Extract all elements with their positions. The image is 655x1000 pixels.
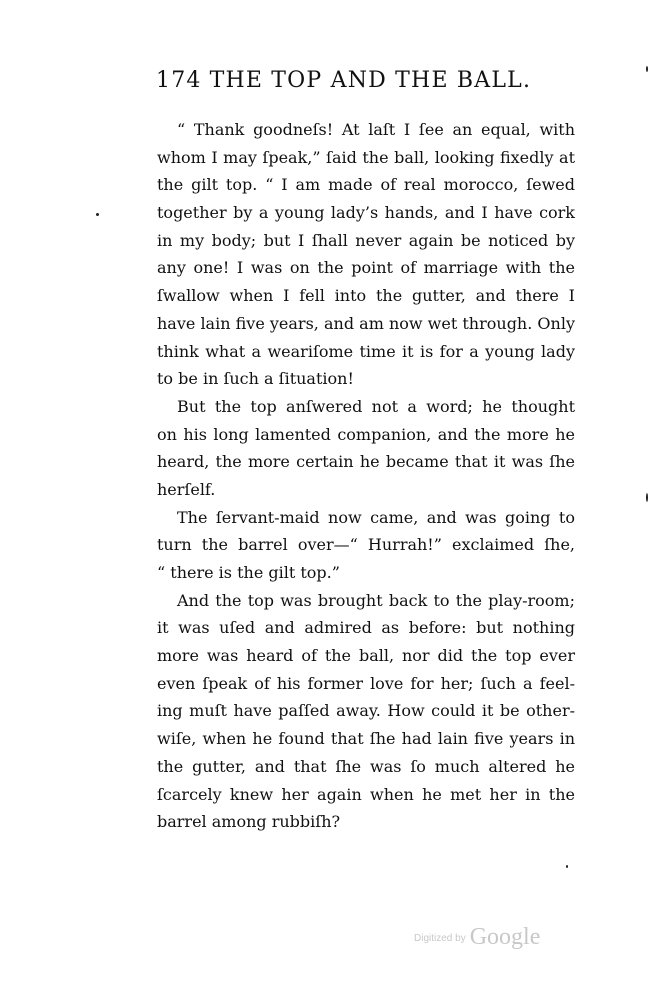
google-logo: Google xyxy=(469,924,541,950)
text-line: ing muſt have paſſed away. How could it be other- xyxy=(157,701,575,721)
text-line: even ſpeak of his former love for her; ſuch a feel- xyxy=(157,673,575,693)
text-line: think what a weariſome time it is for a young lady xyxy=(157,341,575,361)
ink-speck xyxy=(646,493,648,502)
text-line: in my body; but I ſhall never again be noticed by xyxy=(157,230,575,250)
text-line: turn the barrel over—“ Hurrah!” exclaimed ſhe, xyxy=(157,535,575,555)
digitized-by-google-watermark xyxy=(414,924,540,951)
ink-speck xyxy=(96,213,99,216)
text-line: heard, the more certain he became that it was ſhe xyxy=(157,452,575,472)
page-number: 174 xyxy=(156,68,202,93)
text-line: the gilt top. “ I am made of real morocco, ſewed xyxy=(157,175,575,195)
text-line: “ there is the gilt top.” xyxy=(157,563,340,582)
text-line: together by a young lady’s hands, and I have cork xyxy=(157,203,575,223)
text-line: more was heard of the ball, nor did the top ever xyxy=(157,646,575,666)
text-line: barrel among rubbiſh? xyxy=(157,812,341,832)
text-line: But the top anſwered not a word; he thought xyxy=(177,396,575,416)
text-line: have lain five years, and am now wet through. Only xyxy=(157,313,575,333)
text-line: on his long lamented companion, and the more he xyxy=(157,424,575,444)
ink-speck xyxy=(646,66,648,72)
ink-speck xyxy=(566,865,568,868)
text-line: “ Thank goodneſs! At laſt I ſee an equal, with xyxy=(177,120,575,139)
text-line: ſwallow when I fell into the gutter, and there I xyxy=(157,286,575,306)
text-line: any one! I was on the point of marriage with the xyxy=(157,258,575,278)
text-line: And the top was brought back to the play-room; xyxy=(177,590,575,610)
text-line: The ſervant-maid now came, and was going to xyxy=(177,507,575,527)
text-line: whom I may ſpeak,” ſaid the ball, looking fixedly at xyxy=(157,147,575,167)
text-line: ſcarcely knew her again when he met her in the xyxy=(157,784,575,804)
text-line: wiſe, when he found that ſhe had lain five years in xyxy=(157,729,575,749)
text-line: it was uſed and admired as before: but nothing xyxy=(157,618,575,638)
running-title: THE TOP AND THE BALL. xyxy=(209,68,532,93)
body-text xyxy=(157,116,575,836)
running-header xyxy=(156,68,531,93)
watermark-prefix: Digitized by xyxy=(414,933,466,944)
text-line: the gutter, and that ſhe was ſo much altered he xyxy=(157,756,575,776)
text-line: herſelf. xyxy=(157,479,216,499)
text-line: to be in ſuch a ſituation! xyxy=(157,369,354,389)
